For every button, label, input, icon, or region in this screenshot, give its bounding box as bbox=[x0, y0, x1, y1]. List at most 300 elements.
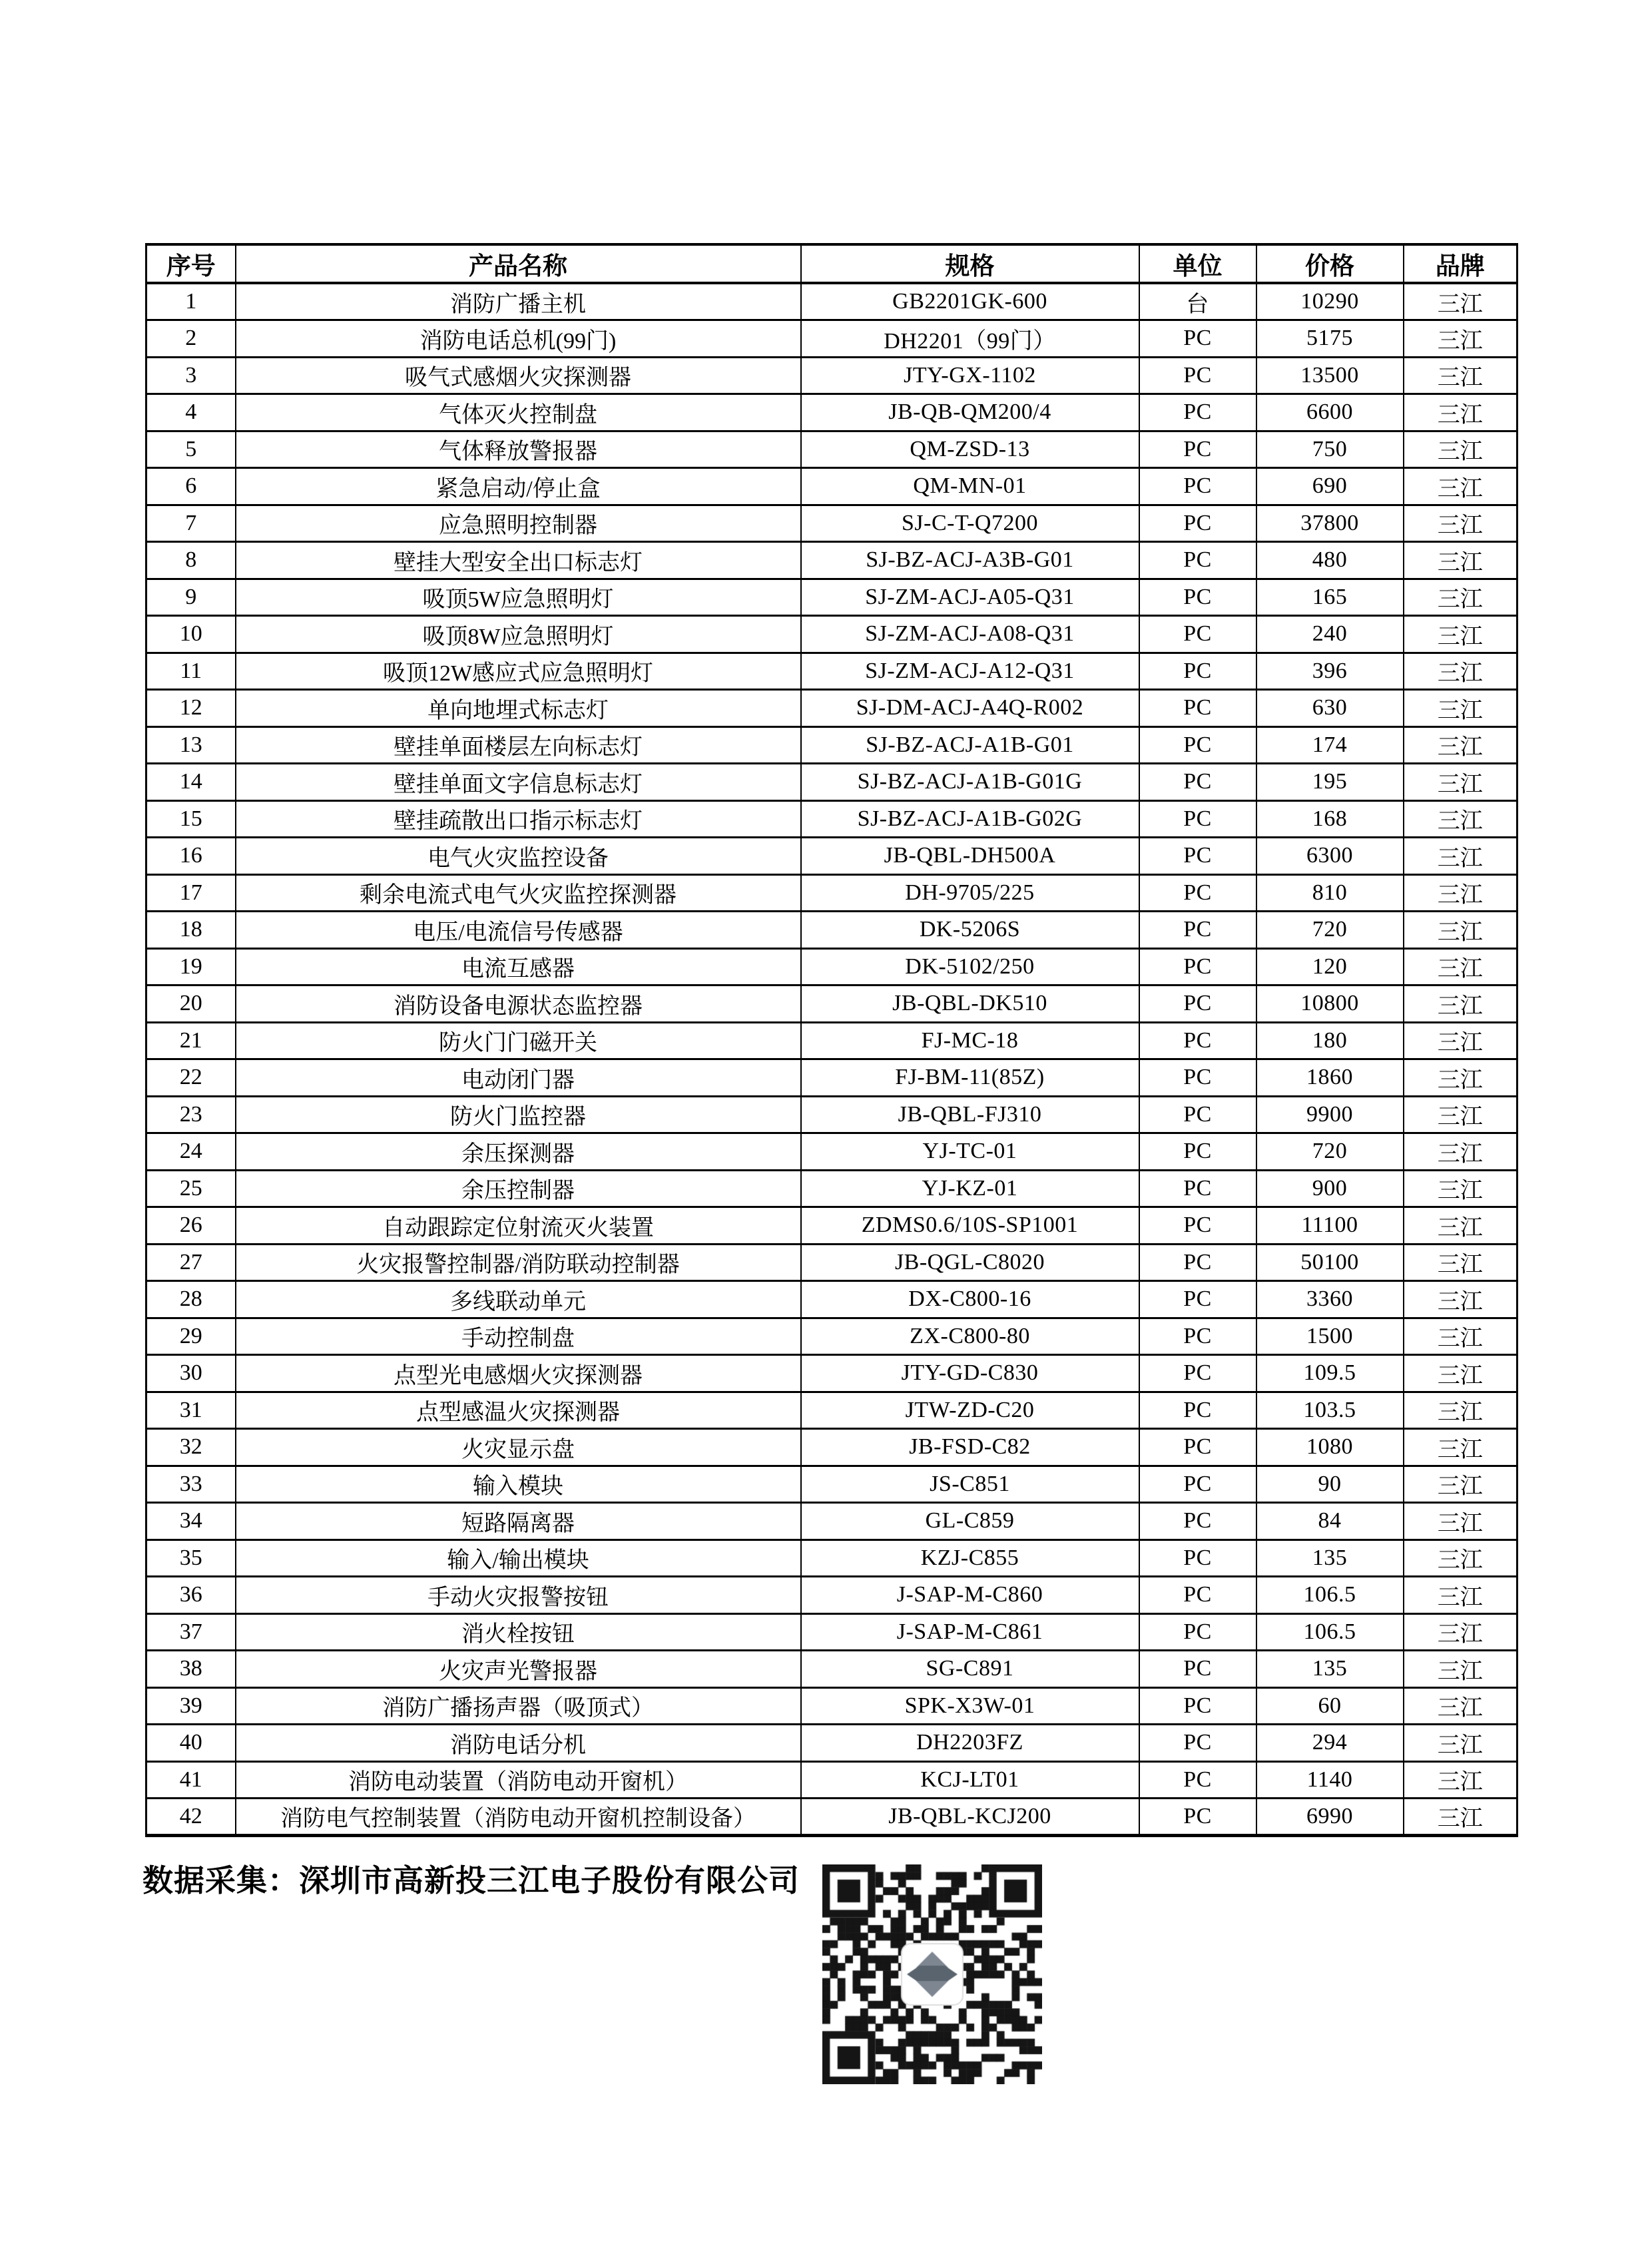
cell-brand: 三江 bbox=[1404, 1281, 1517, 1318]
cell-index: 35 bbox=[146, 1540, 236, 1577]
table-row bbox=[146, 1799, 1517, 1836]
cell-price: 10290 bbox=[1256, 283, 1404, 320]
cell-spec: SJ-C-T-Q7200 bbox=[801, 505, 1139, 542]
cell-index: 24 bbox=[146, 1133, 236, 1171]
cell-index: 40 bbox=[146, 1725, 236, 1762]
cell-price: 106.5 bbox=[1256, 1577, 1404, 1614]
cell-unit: PC bbox=[1139, 1577, 1256, 1614]
table-row bbox=[146, 874, 1517, 912]
cell-brand: 三江 bbox=[1404, 1207, 1517, 1245]
cell-unit: PC bbox=[1139, 1392, 1256, 1429]
cell-index: 13 bbox=[146, 726, 236, 764]
cell-product-name: 电流互感器 bbox=[236, 948, 801, 985]
cell-product-name: 紧急启动/停止盒 bbox=[236, 468, 801, 505]
cell-brand: 三江 bbox=[1404, 579, 1517, 616]
cell-unit: PC bbox=[1139, 431, 1256, 468]
cell-price: 174 bbox=[1256, 726, 1404, 764]
cell-price: 6990 bbox=[1256, 1799, 1404, 1836]
cell-product-name: 消防广播主机 bbox=[236, 283, 801, 320]
table-row bbox=[146, 838, 1517, 875]
cell-price: 1500 bbox=[1256, 1318, 1404, 1355]
cell-price: 135 bbox=[1256, 1651, 1404, 1688]
cell-brand: 三江 bbox=[1404, 1577, 1517, 1614]
cell-index: 28 bbox=[146, 1281, 236, 1318]
cell-product-name: 单向地埋式标志灯 bbox=[236, 690, 801, 727]
table-header-row bbox=[146, 244, 1517, 283]
cell-spec: DH2201（99门） bbox=[801, 320, 1139, 358]
header-cell-index: 序号 bbox=[146, 244, 236, 283]
table-row bbox=[146, 653, 1517, 690]
cell-spec: SJ-BZ-ACJ-A1B-G01G bbox=[801, 764, 1139, 801]
cell-spec: JTY-GD-C830 bbox=[801, 1355, 1139, 1392]
cell-price: 10800 bbox=[1256, 985, 1404, 1023]
cell-product-name: 消防电话分机 bbox=[236, 1725, 801, 1762]
cell-brand: 三江 bbox=[1404, 1244, 1517, 1281]
table-row bbox=[146, 1613, 1517, 1651]
cell-brand: 三江 bbox=[1404, 468, 1517, 505]
cell-product-name: 消防电气控制装置（消防电动开窗机控制设备） bbox=[236, 1799, 801, 1836]
cell-spec: JB-QGL-C8020 bbox=[801, 1244, 1139, 1281]
table-row bbox=[146, 431, 1517, 468]
cell-price: 13500 bbox=[1256, 357, 1404, 394]
cell-spec: SPK-X3W-01 bbox=[801, 1687, 1139, 1725]
table-row bbox=[146, 394, 1517, 431]
header-cell-price: 价格 bbox=[1256, 244, 1404, 283]
cell-spec: J-SAP-M-C860 bbox=[801, 1577, 1139, 1614]
cell-spec: JB-FSD-C82 bbox=[801, 1429, 1139, 1466]
cell-spec: KCJ-LT01 bbox=[801, 1761, 1139, 1799]
cell-brand: 三江 bbox=[1404, 726, 1517, 764]
cell-unit: PC bbox=[1139, 764, 1256, 801]
cell-brand: 三江 bbox=[1404, 948, 1517, 985]
table-row bbox=[146, 764, 1517, 801]
cell-spec: QM-MN-01 bbox=[801, 468, 1139, 505]
cell-price: 3360 bbox=[1256, 1281, 1404, 1318]
cell-unit: PC bbox=[1139, 1281, 1256, 1318]
table-row bbox=[146, 1466, 1517, 1503]
cell-index: 29 bbox=[146, 1318, 236, 1355]
cell-price: 294 bbox=[1256, 1725, 1404, 1762]
cell-product-name: 短路隔离器 bbox=[236, 1503, 801, 1540]
cell-price: 1080 bbox=[1256, 1429, 1404, 1466]
cell-product-name: 手动火灾报警按钮 bbox=[236, 1577, 801, 1614]
cell-product-name: 吸顶12W感应式应急照明灯 bbox=[236, 653, 801, 690]
cell-index: 22 bbox=[146, 1059, 236, 1097]
cell-price: 6300 bbox=[1256, 838, 1404, 875]
table-row bbox=[146, 1392, 1517, 1429]
table-row bbox=[146, 948, 1517, 985]
cell-product-name: 气体灭火控制盘 bbox=[236, 394, 801, 431]
cell-index: 1 bbox=[146, 283, 236, 320]
cell-index: 16 bbox=[146, 838, 236, 875]
cell-unit: PC bbox=[1139, 948, 1256, 985]
cell-brand: 三江 bbox=[1404, 1392, 1517, 1429]
cell-index: 15 bbox=[146, 800, 236, 838]
cell-price: 84 bbox=[1256, 1503, 1404, 1540]
cell-index: 8 bbox=[146, 542, 236, 579]
cell-product-name: 壁挂单面文字信息标志灯 bbox=[236, 764, 801, 801]
cell-spec: JB-QBL-DH500A bbox=[801, 838, 1139, 875]
cell-unit: PC bbox=[1139, 800, 1256, 838]
qr-code bbox=[822, 1864, 1042, 2084]
cell-price: 135 bbox=[1256, 1540, 1404, 1577]
cell-brand: 三江 bbox=[1404, 985, 1517, 1023]
table-row bbox=[146, 579, 1517, 616]
cell-brand: 三江 bbox=[1404, 1466, 1517, 1503]
cell-product-name: 气体释放警报器 bbox=[236, 431, 801, 468]
cell-unit: PC bbox=[1139, 1318, 1256, 1355]
cell-unit: PC bbox=[1139, 1466, 1256, 1503]
cell-brand: 三江 bbox=[1404, 1170, 1517, 1207]
cell-product-name: 多线联动单元 bbox=[236, 1281, 801, 1318]
cell-unit: PC bbox=[1139, 1133, 1256, 1171]
table-row bbox=[146, 1059, 1517, 1097]
cell-product-name: 火灾声光警报器 bbox=[236, 1651, 801, 1688]
cell-spec: ZX-C800-80 bbox=[801, 1318, 1139, 1355]
cell-product-name: 剩余电流式电气火灾监控探测器 bbox=[236, 874, 801, 912]
cell-brand: 三江 bbox=[1404, 320, 1517, 358]
cell-spec: JB-QBL-DK510 bbox=[801, 985, 1139, 1023]
cell-unit: PC bbox=[1139, 653, 1256, 690]
table-row bbox=[146, 1281, 1517, 1318]
cell-price: 60 bbox=[1256, 1687, 1404, 1725]
cell-index: 19 bbox=[146, 948, 236, 985]
cell-price: 1140 bbox=[1256, 1761, 1404, 1799]
cell-unit: PC bbox=[1139, 468, 1256, 505]
cell-index: 42 bbox=[146, 1799, 236, 1836]
table-row bbox=[146, 1207, 1517, 1245]
cell-spec: FJ-MC-18 bbox=[801, 1022, 1139, 1059]
cell-product-name: 防火门监控器 bbox=[236, 1096, 801, 1133]
cell-price: 630 bbox=[1256, 690, 1404, 727]
cell-spec: JB-QBL-KCJ200 bbox=[801, 1799, 1139, 1836]
cell-index: 37 bbox=[146, 1613, 236, 1651]
cell-spec: SJ-ZM-ACJ-A08-Q31 bbox=[801, 616, 1139, 653]
cell-product-name: 壁挂大型安全出口标志灯 bbox=[236, 542, 801, 579]
cell-spec: SJ-ZM-ACJ-A12-Q31 bbox=[801, 653, 1139, 690]
table-row bbox=[146, 1651, 1517, 1688]
cell-brand: 三江 bbox=[1404, 394, 1517, 431]
cell-price: 106.5 bbox=[1256, 1613, 1404, 1651]
cell-brand: 三江 bbox=[1404, 283, 1517, 320]
cell-product-name: 电动闭门器 bbox=[236, 1059, 801, 1097]
cell-price: 750 bbox=[1256, 431, 1404, 468]
cell-index: 32 bbox=[146, 1429, 236, 1466]
cell-product-name: 手动控制盘 bbox=[236, 1318, 801, 1355]
cell-product-name: 壁挂疏散出口指示标志灯 bbox=[236, 800, 801, 838]
cell-index: 14 bbox=[146, 764, 236, 801]
cell-spec: GL-C859 bbox=[801, 1503, 1139, 1540]
cell-spec: YJ-KZ-01 bbox=[801, 1170, 1139, 1207]
cell-brand: 三江 bbox=[1404, 1799, 1517, 1836]
cell-product-name: 输入模块 bbox=[236, 1466, 801, 1503]
cell-spec: DK-5206S bbox=[801, 912, 1139, 949]
cell-brand: 三江 bbox=[1404, 616, 1517, 653]
table-row bbox=[146, 1540, 1517, 1577]
cell-product-name: 电压/电流信号传感器 bbox=[236, 912, 801, 949]
cell-product-name: 消防设备电源状态监控器 bbox=[236, 985, 801, 1023]
cell-brand: 三江 bbox=[1404, 1429, 1517, 1466]
cell-spec: DH-9705/225 bbox=[801, 874, 1139, 912]
cell-price: 103.5 bbox=[1256, 1392, 1404, 1429]
table-row bbox=[146, 1577, 1517, 1614]
table-row bbox=[146, 1761, 1517, 1799]
cell-spec: SJ-BZ-ACJ-A1B-G01 bbox=[801, 726, 1139, 764]
cell-brand: 三江 bbox=[1404, 800, 1517, 838]
cell-spec: GB2201GK-600 bbox=[801, 283, 1139, 320]
cell-brand: 三江 bbox=[1404, 1540, 1517, 1577]
cell-brand: 三江 bbox=[1404, 431, 1517, 468]
table-row bbox=[146, 690, 1517, 727]
cell-index: 27 bbox=[146, 1244, 236, 1281]
cell-brand: 三江 bbox=[1404, 1503, 1517, 1540]
header-cell-brand: 品牌 bbox=[1404, 244, 1517, 283]
cell-index: 36 bbox=[146, 1577, 236, 1614]
cell-price: 165 bbox=[1256, 579, 1404, 616]
table-row bbox=[146, 320, 1517, 358]
cell-index: 41 bbox=[146, 1761, 236, 1799]
cell-spec: DH2203FZ bbox=[801, 1725, 1139, 1762]
cell-spec: FJ-BM-11(85Z) bbox=[801, 1059, 1139, 1097]
cell-brand: 三江 bbox=[1404, 357, 1517, 394]
table-row bbox=[146, 1244, 1517, 1281]
cell-unit: PC bbox=[1139, 912, 1256, 949]
table-row bbox=[146, 1429, 1517, 1466]
cell-spec: JTY-GX-1102 bbox=[801, 357, 1139, 394]
cell-price: 720 bbox=[1256, 912, 1404, 949]
cell-brand: 三江 bbox=[1404, 1613, 1517, 1651]
cell-index: 34 bbox=[146, 1503, 236, 1540]
cell-unit: PC bbox=[1139, 1799, 1256, 1836]
cell-index: 31 bbox=[146, 1392, 236, 1429]
cell-unit: PC bbox=[1139, 1761, 1256, 1799]
table-row bbox=[146, 726, 1517, 764]
cell-index: 7 bbox=[146, 505, 236, 542]
cell-spec: YJ-TC-01 bbox=[801, 1133, 1139, 1171]
cell-brand: 三江 bbox=[1404, 874, 1517, 912]
cell-brand: 三江 bbox=[1404, 1059, 1517, 1097]
cell-spec: SG-C891 bbox=[801, 1651, 1139, 1688]
cell-spec: J-SAP-M-C861 bbox=[801, 1613, 1139, 1651]
cell-unit: PC bbox=[1139, 1429, 1256, 1466]
cell-unit: PC bbox=[1139, 1244, 1256, 1281]
cell-spec: SJ-BZ-ACJ-A3B-G01 bbox=[801, 542, 1139, 579]
cell-index: 4 bbox=[146, 394, 236, 431]
cell-product-name: 火灾显示盘 bbox=[236, 1429, 801, 1466]
cell-brand: 三江 bbox=[1404, 1096, 1517, 1133]
cell-spec: KZJ-C855 bbox=[801, 1540, 1139, 1577]
cell-brand: 三江 bbox=[1404, 505, 1517, 542]
cell-index: 12 bbox=[146, 690, 236, 727]
cell-index: 23 bbox=[146, 1096, 236, 1133]
cell-index: 3 bbox=[146, 357, 236, 394]
cell-product-name: 应急照明控制器 bbox=[236, 505, 801, 542]
cell-unit: 台 bbox=[1139, 283, 1256, 320]
cell-product-name: 点型感温火灾探测器 bbox=[236, 1392, 801, 1429]
cell-spec: ZDMS0.6/10S-SP1001 bbox=[801, 1207, 1139, 1245]
cell-index: 33 bbox=[146, 1466, 236, 1503]
table-row bbox=[146, 357, 1517, 394]
cell-unit: PC bbox=[1139, 505, 1256, 542]
cell-product-name: 点型光电感烟火灾探测器 bbox=[236, 1355, 801, 1392]
cell-spec: DK-5102/250 bbox=[801, 948, 1139, 985]
cell-index: 17 bbox=[146, 874, 236, 912]
cell-product-name: 消防广播扬声器（吸顶式） bbox=[236, 1687, 801, 1725]
cell-price: 11100 bbox=[1256, 1207, 1404, 1245]
cell-product-name: 吸气式感烟火灾探测器 bbox=[236, 357, 801, 394]
cell-index: 9 bbox=[146, 579, 236, 616]
cell-brand: 三江 bbox=[1404, 1318, 1517, 1355]
cell-brand: 三江 bbox=[1404, 838, 1517, 875]
cell-spec: JB-QB-QM200/4 bbox=[801, 394, 1139, 431]
cell-price: 180 bbox=[1256, 1022, 1404, 1059]
table-row bbox=[146, 1355, 1517, 1392]
cell-spec: JB-QBL-FJ310 bbox=[801, 1096, 1139, 1133]
cell-product-name: 输入/输出模块 bbox=[236, 1540, 801, 1577]
cell-brand: 三江 bbox=[1404, 1761, 1517, 1799]
cell-brand: 三江 bbox=[1404, 1651, 1517, 1688]
table-row bbox=[146, 1318, 1517, 1355]
cell-brand: 三江 bbox=[1404, 912, 1517, 949]
cell-index: 6 bbox=[146, 468, 236, 505]
cell-product-name: 余压控制器 bbox=[236, 1170, 801, 1207]
cell-unit: PC bbox=[1139, 1725, 1256, 1762]
cell-index: 30 bbox=[146, 1355, 236, 1392]
cell-product-name: 自动跟踪定位射流灭火装置 bbox=[236, 1207, 801, 1245]
header-cell-product-name: 产品名称 bbox=[236, 244, 801, 283]
table-row bbox=[146, 468, 1517, 505]
cell-unit: PC bbox=[1139, 1096, 1256, 1133]
cell-unit: PC bbox=[1139, 1503, 1256, 1540]
header-cell-spec: 规格 bbox=[801, 244, 1139, 283]
cell-brand: 三江 bbox=[1404, 542, 1517, 579]
cell-unit: PC bbox=[1139, 579, 1256, 616]
cell-spec: JS-C851 bbox=[801, 1466, 1139, 1503]
cell-index: 18 bbox=[146, 912, 236, 949]
cell-price: 195 bbox=[1256, 764, 1404, 801]
cell-product-name: 吸顶5W应急照明灯 bbox=[236, 579, 801, 616]
cell-product-name: 余压探测器 bbox=[236, 1133, 801, 1171]
cell-unit: PC bbox=[1139, 1651, 1256, 1688]
cell-product-name: 火灾报警控制器/消防联动控制器 bbox=[236, 1244, 801, 1281]
cell-index: 2 bbox=[146, 320, 236, 358]
table-row bbox=[146, 616, 1517, 653]
cell-unit: PC bbox=[1139, 542, 1256, 579]
cell-unit: PC bbox=[1139, 690, 1256, 727]
table-row bbox=[146, 1687, 1517, 1725]
table-row bbox=[146, 912, 1517, 949]
cell-product-name: 吸顶8W应急照明灯 bbox=[236, 616, 801, 653]
cell-unit: PC bbox=[1139, 1687, 1256, 1725]
table-row bbox=[146, 1503, 1517, 1540]
cell-unit: PC bbox=[1139, 874, 1256, 912]
cell-brand: 三江 bbox=[1404, 690, 1517, 727]
cell-unit: PC bbox=[1139, 320, 1256, 358]
cell-index: 25 bbox=[146, 1170, 236, 1207]
cell-unit: PC bbox=[1139, 1540, 1256, 1577]
cell-spec: DX-C800-16 bbox=[801, 1281, 1139, 1318]
cell-spec: QM-ZSD-13 bbox=[801, 431, 1139, 468]
cell-brand: 三江 bbox=[1404, 653, 1517, 690]
table-row bbox=[146, 1725, 1517, 1762]
cell-price: 396 bbox=[1256, 653, 1404, 690]
cell-brand: 三江 bbox=[1404, 1687, 1517, 1725]
cell-price: 50100 bbox=[1256, 1244, 1404, 1281]
cell-price: 109.5 bbox=[1256, 1355, 1404, 1392]
cell-spec: SJ-DM-ACJ-A4Q-R002 bbox=[801, 690, 1139, 727]
cell-product-name: 防火门门磁开关 bbox=[236, 1022, 801, 1059]
table-row bbox=[146, 505, 1517, 542]
table-row bbox=[146, 542, 1517, 579]
cell-unit: PC bbox=[1139, 616, 1256, 653]
cell-index: 38 bbox=[146, 1651, 236, 1688]
cell-index: 39 bbox=[146, 1687, 236, 1725]
cell-index: 21 bbox=[146, 1022, 236, 1059]
cell-brand: 三江 bbox=[1404, 1133, 1517, 1171]
cell-unit: PC bbox=[1139, 1613, 1256, 1651]
cell-price: 480 bbox=[1256, 542, 1404, 579]
table-row bbox=[146, 1096, 1517, 1133]
cell-price: 1860 bbox=[1256, 1059, 1404, 1097]
table-body bbox=[146, 283, 1517, 1835]
cell-index: 11 bbox=[146, 653, 236, 690]
cell-index: 10 bbox=[146, 616, 236, 653]
cell-price: 240 bbox=[1256, 616, 1404, 653]
cell-unit: PC bbox=[1139, 1059, 1256, 1097]
table-row bbox=[146, 800, 1517, 838]
cell-spec: JTW-ZD-C20 bbox=[801, 1392, 1139, 1429]
data-source-caption: 数据采集：深圳市高新投三江电子股份有限公司 bbox=[142, 1863, 800, 1898]
cell-spec: SJ-ZM-ACJ-A05-Q31 bbox=[801, 579, 1139, 616]
cell-unit: PC bbox=[1139, 726, 1256, 764]
cell-product-name: 电气火灾监控设备 bbox=[236, 838, 801, 875]
cell-brand: 三江 bbox=[1404, 1022, 1517, 1059]
cell-product-name: 消防电动装置（消防电动开窗机） bbox=[236, 1761, 801, 1799]
cell-price: 9900 bbox=[1256, 1096, 1404, 1133]
cell-price: 900 bbox=[1256, 1170, 1404, 1207]
cell-brand: 三江 bbox=[1404, 1355, 1517, 1392]
cell-brand: 三江 bbox=[1404, 764, 1517, 801]
cell-price: 6600 bbox=[1256, 394, 1404, 431]
cell-unit: PC bbox=[1139, 1207, 1256, 1245]
cell-index: 5 bbox=[146, 431, 236, 468]
cell-unit: PC bbox=[1139, 838, 1256, 875]
cell-unit: PC bbox=[1139, 1355, 1256, 1392]
table-row bbox=[146, 1022, 1517, 1059]
table-row bbox=[146, 1133, 1517, 1171]
cell-unit: PC bbox=[1139, 357, 1256, 394]
cell-unit: PC bbox=[1139, 1170, 1256, 1207]
cell-spec: SJ-BZ-ACJ-A1B-G02G bbox=[801, 800, 1139, 838]
table-row bbox=[146, 1170, 1517, 1207]
product-price-table bbox=[145, 243, 1518, 1837]
cell-price: 690 bbox=[1256, 468, 1404, 505]
header-cell-unit: 单位 bbox=[1139, 244, 1256, 283]
cell-price: 168 bbox=[1256, 800, 1404, 838]
cell-price: 810 bbox=[1256, 874, 1404, 912]
cell-unit: PC bbox=[1139, 394, 1256, 431]
table-row bbox=[146, 283, 1517, 320]
cell-index: 20 bbox=[146, 985, 236, 1023]
cell-product-name: 消火栓按钮 bbox=[236, 1613, 801, 1651]
cell-index: 26 bbox=[146, 1207, 236, 1245]
cell-unit: PC bbox=[1139, 985, 1256, 1023]
cell-price: 120 bbox=[1256, 948, 1404, 985]
cell-product-name: 消防电话总机(99门) bbox=[236, 320, 801, 358]
cell-price: 37800 bbox=[1256, 505, 1404, 542]
cell-price: 720 bbox=[1256, 1133, 1404, 1171]
cell-unit: PC bbox=[1139, 1022, 1256, 1059]
